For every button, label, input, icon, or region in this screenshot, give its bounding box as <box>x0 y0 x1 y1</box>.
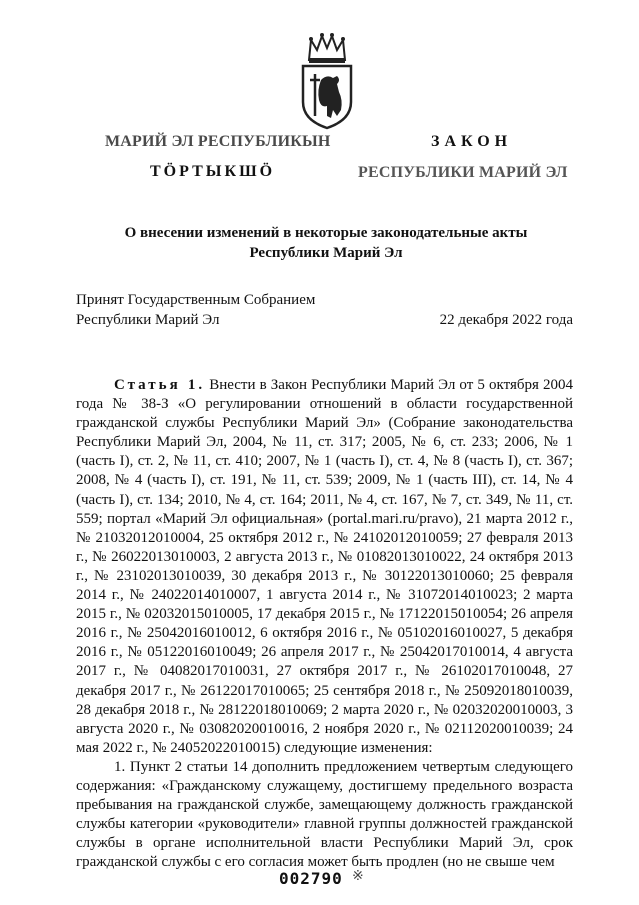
registration-stamp-number: 002790 <box>279 869 343 888</box>
header-law-word: ЗАКОН <box>431 133 513 150</box>
article-label: Статья 1. <box>114 377 206 393</box>
article-text: Внести в Закон Республики Марий Эл от 5 октября 2004 года № 38-З «О регулировании отношений в области государственной гражданской службы Республики Марий Эл» (Собрание законодательства Республики Марий Эл, 2004, № 11, ст. 317; 2005, № 6, ст. 233; 2006, № 1 (часть I), ст. 2, № 11, ст. 410; 2007, № 1 (часть I), ст. 4, № 8 (часть I), ст. 367; 2008, № 4 (часть I), ст. 191, № 11, ст. 539; 2009, № 1 (часть III), ст. 14, № 4 (часть I), ст. 134; 2010, № 4, ст. 164; 2011, № 4, ст. 167, № 7, ст. 349, № 11, ст. 559; портал «Марий Эл официальная» (portal.mari.ru/pravo), 21 марта 2012 г., № 21032012010004, 25 октября 2012 г., № 24102012010059; 27 февраля 2013 г., № 26022013010003, 2 августа 2013 г., № 01082013010022, 24 октября 2013 г., № 23102013010039, 30 декабря 2013 г., № 30122013010060; 25 февраля 2014 г., № 24022014010007, 1 августа 2014 г., № 31072014010023; 2 марта 2015 г., № 02032015010005, 17 декабря 2015 г., № 17122015010054; 26 апреля 2016 г., № 25042016010012, 6 октября 2016 г., № 05102016010027, 5 декабря 2016 г., № 05122016010049; 26 апреля 2017 г., № 25042017010014, 4 августа 2017 г., № 04082017010031, 27 октября 2017 г., № 26102017010048, 27 декабря 2017 г., № 26122017010065; 25 сентября 2018 г., № 25092018010039, 28 декабря 2018 г., № 28122018010069; 2 марта 2020 г., № 02032020010003, 3 августа 2020 г., № 03082020010016, 2 ноября 2020 г., № 02112020010039; 24 мая 2022 г., № 24052022010015) следующие изменения: <box>76 377 573 756</box>
coat-of-arms-emblem <box>297 30 357 130</box>
adoption-line-2: Республики Марий Эл <box>76 312 220 328</box>
title-line-1: О внесении изменений в некоторые законодательные акты <box>124 225 528 241</box>
adoption-statement <box>76 290 315 330</box>
header-law-word-mari: ТӦРТЫКШӦ <box>150 163 276 180</box>
adoption-line-1: Принят Государственным Собранием <box>76 292 316 308</box>
document-title <box>76 223 576 263</box>
stamp-mark-icon: ※ <box>352 869 364 884</box>
article-1-paragraph <box>76 376 573 758</box>
document-body <box>76 376 573 872</box>
adoption-date: 22 декабря 2022 года <box>439 312 573 328</box>
header-republic-name-mari: МАРИЙ ЭЛ РЕСПУБЛИКЫН <box>105 133 331 150</box>
title-line-2: Республики Марий Эл <box>249 245 403 261</box>
header-republic-name: РЕСПУБЛИКИ МАРИЙ ЭЛ <box>358 164 568 181</box>
article-item-1: 1. Пункт 2 статьи 14 дополнить предложением четвертым следующего содержания: «Гражданскому служащему, достигшему предельного возраста пребывания на гражданской службе, замещающему должность гражданской службы категории «руководители» главной группы должностей гражданской службы в органе исполнительной власти Республики Марий Эл, срок гражданской службы с его согласия может быть продлен (но не свыше чем <box>76 758 573 871</box>
